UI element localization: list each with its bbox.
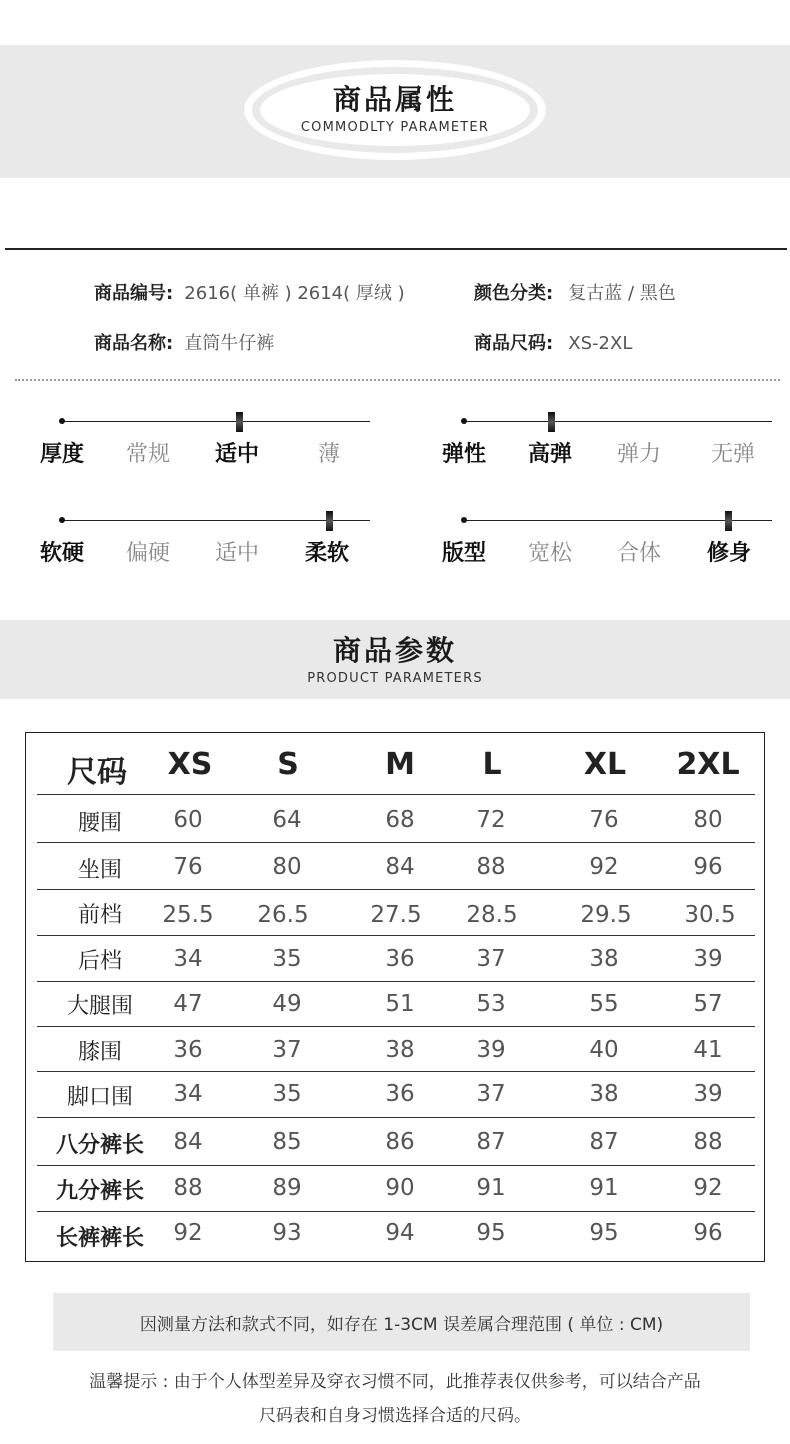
row-label: 长裤裤长 xyxy=(55,1226,144,1251)
table-cell: 76 xyxy=(173,854,203,880)
row-label: 脚口围 xyxy=(66,1085,133,1110)
softness-knob xyxy=(326,511,333,531)
table-cell: 36 xyxy=(173,1037,203,1063)
table-cell: 95 xyxy=(476,1220,506,1246)
table-cell: 57 xyxy=(693,991,723,1017)
thickness-track-start xyxy=(59,418,65,424)
table-cell: 72 xyxy=(476,807,506,833)
info-name xyxy=(94,329,274,355)
table-cell: 88 xyxy=(173,1175,203,1201)
table-cell: 28.5 xyxy=(466,902,518,928)
info-code xyxy=(94,279,405,305)
table-cell: 34 xyxy=(173,946,203,972)
table-cell: 40 xyxy=(589,1037,619,1063)
table-cell: 27.5 xyxy=(370,902,422,928)
thickness-track xyxy=(62,421,370,422)
row-rule xyxy=(37,981,755,982)
info-color xyxy=(474,279,676,305)
dotted-divider xyxy=(15,379,780,381)
fit-option: 宽松 xyxy=(528,541,573,566)
table-cell: 38 xyxy=(589,1081,619,1107)
table-cell: 64 xyxy=(272,807,302,833)
table-cell: 93 xyxy=(272,1220,302,1246)
row-rule xyxy=(37,1165,755,1166)
fit-option-selected: 修身 xyxy=(707,541,752,566)
table-cell: 53 xyxy=(476,991,506,1017)
table-cell: 39 xyxy=(693,1081,723,1107)
table-cell: 30.5 xyxy=(684,902,736,928)
table-cell: 90 xyxy=(385,1175,415,1201)
size-label: 商品尺码: xyxy=(474,333,554,354)
table-cell: 35 xyxy=(272,946,302,972)
table-cell: 38 xyxy=(385,1037,415,1063)
table-cell: 35 xyxy=(272,1081,302,1107)
table-cell: 47 xyxy=(173,991,203,1017)
table-cell: 87 xyxy=(589,1129,619,1155)
fit-knob xyxy=(725,511,732,531)
tip-line-2: 尺码表和自身习惯选择合适的尺码。 xyxy=(259,1406,531,1426)
table-cell: 88 xyxy=(693,1129,723,1155)
fit-track-start xyxy=(461,517,467,523)
table-cell: 36 xyxy=(385,946,415,972)
table-cell: 95 xyxy=(589,1220,619,1246)
row-label: 前档 xyxy=(77,903,122,928)
table-cell: 26.5 xyxy=(257,902,309,928)
header-cell: XL xyxy=(583,747,627,782)
header-cell: L xyxy=(482,747,502,782)
color-label: 颜色分类: xyxy=(474,283,554,304)
row-label: 大腿围 xyxy=(66,994,133,1019)
color-value: 复古蓝 / 黑色 xyxy=(568,283,676,304)
table-cell: 25.5 xyxy=(162,902,214,928)
table-cell: 86 xyxy=(385,1129,415,1155)
table-cell: 80 xyxy=(693,807,723,833)
row-rule xyxy=(37,935,755,936)
thickness-option: 薄 xyxy=(318,442,341,467)
table-cell: 38 xyxy=(589,946,619,972)
table-cell: 96 xyxy=(693,1220,723,1246)
row-rule xyxy=(37,889,755,890)
table-cell: 76 xyxy=(589,807,619,833)
table-cell: 94 xyxy=(385,1220,415,1246)
table-cell: 92 xyxy=(173,1220,203,1246)
table-cell: 85 xyxy=(272,1129,302,1155)
table-cell: 80 xyxy=(272,854,302,880)
size-value: XS-2XL xyxy=(568,333,633,354)
table-cell: 41 xyxy=(693,1037,723,1063)
header-cell: M xyxy=(385,747,415,782)
elasticity-knob xyxy=(548,412,555,432)
elasticity-track xyxy=(464,421,772,422)
softness-option-selected: 柔软 xyxy=(305,541,350,566)
name-value: 直筒牛仔裤 xyxy=(184,333,275,354)
softness-option: 偏硬 xyxy=(126,541,171,566)
info-size xyxy=(474,329,632,355)
table-cell: 55 xyxy=(589,991,619,1017)
row-rule xyxy=(37,1071,755,1072)
thickness-title: 厚度 xyxy=(40,442,85,467)
softness-title: 软硬 xyxy=(40,541,85,566)
divider xyxy=(5,248,787,250)
params-title: 商品参数 xyxy=(332,634,457,667)
row-label: 九分裤长 xyxy=(55,1179,144,1204)
tip-note xyxy=(0,1365,790,1433)
row-label: 膝围 xyxy=(77,1040,122,1065)
row-rule xyxy=(37,842,755,843)
table-cell: 68 xyxy=(385,807,415,833)
code-value: 2616( 单裤 ) 2614( 厚绒 ) xyxy=(184,283,405,304)
table-cell: 36 xyxy=(385,1081,415,1107)
elasticity-option: 无弹 xyxy=(711,442,756,467)
table-cell: 88 xyxy=(476,854,506,880)
row-label: 腰围 xyxy=(77,811,122,836)
table-cell: 39 xyxy=(476,1037,506,1063)
header-cell: S xyxy=(277,747,299,782)
header-cell: 尺码 xyxy=(67,755,127,790)
thickness-knob xyxy=(236,412,243,432)
table-cell: 34 xyxy=(173,1081,203,1107)
row-label: 后档 xyxy=(77,949,122,974)
elasticity-option-selected: 高弹 xyxy=(528,442,573,467)
softness-track xyxy=(62,520,370,521)
table-cell: 37 xyxy=(272,1037,302,1063)
header-cell: 2XL xyxy=(676,747,740,782)
thickness-option-selected: 适中 xyxy=(215,442,260,467)
tip-line-1: 温馨提示 : 由于个人体型差异及穿衣习惯不同，此推荐表仅供参考，可以结合产品 xyxy=(89,1372,701,1392)
elasticity-title: 弹性 xyxy=(442,442,487,467)
row-label: 八分裤长 xyxy=(55,1133,144,1158)
header-cell: XS xyxy=(167,747,213,782)
softness-option: 适中 xyxy=(215,541,260,566)
table-cell: 84 xyxy=(385,854,415,880)
row-label: 坐围 xyxy=(77,858,122,883)
table-cell: 51 xyxy=(385,991,415,1017)
table-cell: 92 xyxy=(693,1175,723,1201)
measure-note: 因测量方法和款式不同，如存在 1-3CM 误差属合理范围 ( 单位 : CM) xyxy=(139,1315,664,1335)
row-rule xyxy=(37,1211,755,1212)
table-cell: 91 xyxy=(589,1175,619,1201)
row-rule xyxy=(37,794,755,795)
elasticity-track-start xyxy=(461,418,467,424)
table-cell: 89 xyxy=(272,1175,302,1201)
fit-option: 合体 xyxy=(617,541,662,566)
row-rule xyxy=(37,1026,755,1027)
table-cell: 60 xyxy=(173,807,203,833)
table-cell: 87 xyxy=(476,1129,506,1155)
fit-title: 版型 xyxy=(442,541,487,566)
table-cell: 84 xyxy=(173,1129,203,1155)
table-cell: 29.5 xyxy=(580,902,632,928)
params-subtitle: PRODUCT PARAMETERS xyxy=(307,671,483,686)
elasticity-option: 弹力 xyxy=(617,442,662,467)
table-cell: 92 xyxy=(589,854,619,880)
table-cell: 39 xyxy=(693,946,723,972)
thickness-option: 常规 xyxy=(126,442,171,467)
name-label: 商品名称: xyxy=(94,333,174,354)
table-cell: 37 xyxy=(476,946,506,972)
attributes-title: 商品属性 xyxy=(332,83,457,116)
table-cell: 96 xyxy=(693,854,723,880)
row-rule xyxy=(37,1117,755,1118)
table-cell: 49 xyxy=(272,991,302,1017)
softness-track-start xyxy=(59,517,65,523)
code-label: 商品编号: xyxy=(94,283,174,304)
table-cell: 37 xyxy=(476,1081,506,1107)
attributes-subtitle: COMMODLTY PARAMETER xyxy=(300,120,490,135)
table-cell: 91 xyxy=(476,1175,506,1201)
